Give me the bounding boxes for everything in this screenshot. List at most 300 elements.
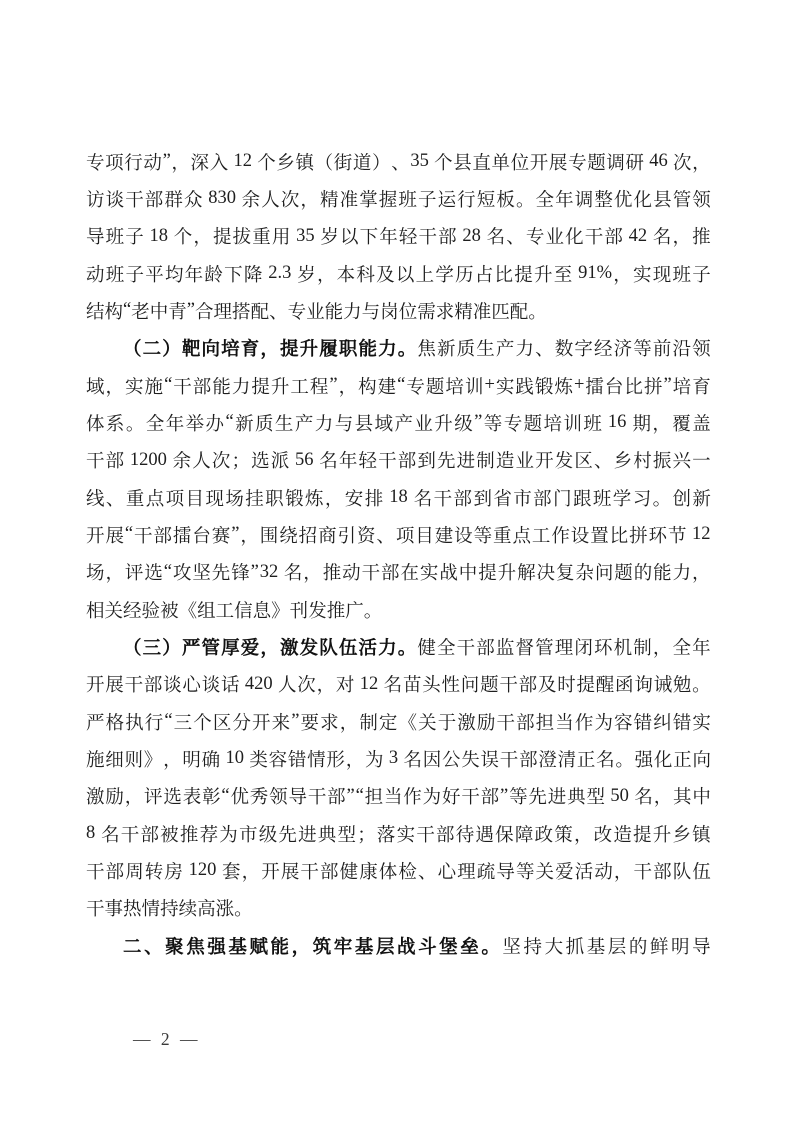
heading-text: ，	[291, 935, 311, 957]
body-text: 求	[435, 302, 455, 323]
body-text: 部	[153, 526, 172, 547]
body-text: 严	[86, 713, 105, 734]
heading-text: 筑	[312, 935, 332, 957]
body-text: 子	[125, 265, 144, 286]
body-text: 热	[123, 900, 142, 921]
body-text: 岗	[380, 302, 399, 323]
body-text: 兴	[672, 452, 691, 473]
body-text: 部	[144, 190, 164, 211]
body-text: 作	[551, 526, 570, 547]
body-text: 造	[495, 452, 515, 473]
body-text: 前	[652, 340, 672, 361]
body-text: 握	[378, 190, 398, 211]
body-text: 拔	[232, 228, 252, 249]
body-text: 下	[224, 265, 243, 286]
body-text: 到	[473, 489, 492, 510]
body-text: 工	[290, 377, 309, 398]
body-text: 构	[104, 302, 124, 323]
body-text: 实	[419, 564, 439, 585]
body-text: 干	[378, 452, 397, 473]
body-text: 误	[480, 750, 500, 771]
body-text: 实	[632, 265, 652, 286]
body-text: ，	[300, 190, 319, 211]
body-text: 锋	[231, 564, 250, 585]
body-text: 乡	[276, 153, 295, 174]
body-text: 部	[140, 825, 159, 846]
body-text: 县	[453, 153, 472, 174]
body-text: 设	[454, 526, 473, 547]
body-text: 项	[395, 526, 415, 547]
body-text: 干	[456, 638, 476, 659]
body-text: 锻	[285, 489, 304, 510]
body-text: 开	[252, 713, 271, 734]
body-text: 部	[143, 676, 163, 697]
body-text: 刊	[289, 601, 309, 622]
body-text: 进	[298, 825, 317, 846]
body-text: 。	[615, 750, 634, 771]
body-text: 点	[512, 526, 531, 547]
body-text: 个	[434, 153, 453, 174]
body-text: 能	[212, 377, 231, 398]
body-text: 检	[398, 862, 417, 883]
body-text: 环	[594, 638, 613, 659]
body-text: 好	[441, 788, 461, 809]
body-text: 生	[476, 340, 495, 361]
body-text: 优	[613, 190, 633, 211]
body-text: 35	[410, 151, 434, 172]
body-text: 掌	[359, 190, 378, 211]
body-text: 业	[515, 452, 534, 473]
body-text: 涨	[215, 900, 235, 921]
body-text: 项	[165, 489, 185, 510]
body-text: 动	[143, 153, 162, 174]
body-text: 重	[493, 526, 512, 547]
body-text: ，	[692, 564, 711, 585]
body-text: 绕	[279, 526, 298, 547]
body-text: 向	[692, 750, 711, 771]
body-text: 训	[563, 414, 582, 435]
body-text: 830	[203, 188, 241, 209]
body-text: ”	[474, 412, 483, 433]
body-text: 重	[125, 489, 145, 510]
body-text: 上	[415, 265, 435, 286]
body-text: 展	[548, 153, 568, 174]
body-text: 广	[345, 601, 364, 622]
body-text: 职	[265, 489, 284, 510]
heading-text: 培	[221, 338, 240, 360]
heading-text: 垒	[460, 935, 479, 957]
body-text: 。	[652, 489, 672, 510]
body-text: 年	[338, 452, 358, 473]
body-text: 实	[692, 713, 711, 734]
heading-text: 二	[142, 338, 162, 360]
body-text: 培	[445, 377, 464, 398]
body-text: 中	[692, 788, 711, 809]
body-text: 42	[623, 225, 652, 246]
body-text: ，	[692, 153, 711, 174]
heading-text: 堡	[439, 935, 458, 957]
body-text: 振	[652, 452, 672, 473]
body-text: 制	[476, 452, 495, 473]
body-text: 干	[173, 377, 192, 398]
body-text: 开	[86, 676, 105, 697]
heading-text: ）	[162, 338, 181, 360]
body-text: 升	[497, 564, 517, 585]
body-text: 三	[173, 713, 193, 734]
body-text: 乡	[672, 825, 691, 846]
body-text: 生	[274, 414, 294, 435]
body-text: 题	[425, 377, 445, 398]
body-text: 以	[395, 265, 415, 286]
body-text: 励	[105, 788, 124, 809]
body-text: 领	[692, 340, 711, 361]
body-text: 理	[457, 862, 476, 883]
body-text: 部	[105, 452, 125, 473]
body-text: 正	[576, 750, 596, 771]
body-text: 省	[493, 489, 512, 510]
body-text: 举	[185, 414, 205, 435]
body-text: 动	[594, 862, 613, 883]
body-text: 为	[422, 788, 442, 809]
body-text: 组	[197, 601, 216, 622]
body-text: 专	[406, 377, 425, 398]
heading-text: 二	[123, 935, 142, 957]
body-text: 32	[259, 561, 283, 582]
body-text: 余	[172, 452, 192, 473]
body-text: 引	[337, 526, 357, 547]
body-text: 先	[278, 825, 297, 846]
body-text: 。	[234, 900, 253, 921]
body-text: 鲜	[649, 937, 669, 958]
body-text: 类	[249, 750, 268, 771]
body-text: 场	[225, 489, 244, 510]
body-text: 专	[525, 228, 545, 249]
body-text: 新	[692, 489, 711, 510]
body-text: 选	[251, 452, 270, 473]
body-text: 行	[457, 190, 476, 211]
body-text: 级	[454, 414, 473, 435]
body-text: ，	[163, 750, 182, 771]
body-text: 监	[495, 638, 515, 659]
body-text: 复	[555, 564, 575, 585]
body-text: 容	[614, 713, 633, 734]
body-text: 情	[141, 900, 161, 921]
heading-text: 基	[354, 935, 374, 957]
body-text: ，	[345, 750, 365, 771]
body-text: 则	[124, 750, 144, 771]
body-text: 政	[534, 825, 554, 846]
body-text: 作	[403, 788, 422, 809]
heading-text: 育	[240, 338, 260, 360]
body-text: 部	[105, 862, 125, 883]
body-text: 错	[633, 713, 653, 734]
body-text: 期	[632, 414, 651, 435]
body-text: 担	[535, 713, 555, 734]
text-line	[86, 255, 711, 292]
body-text: 50	[605, 785, 634, 806]
body-text: “	[225, 412, 234, 433]
body-text: 导	[86, 228, 105, 249]
body-text: 工	[531, 526, 551, 547]
body-text: 12	[228, 151, 257, 172]
body-text: 进	[547, 788, 567, 809]
body-text: 招	[298, 526, 318, 547]
body-text: 为	[364, 750, 384, 771]
body-text: “	[397, 375, 406, 396]
body-text: 市	[513, 489, 532, 510]
body-text: 队	[672, 862, 692, 883]
body-text: 发	[308, 601, 327, 622]
heading-text: 管	[201, 636, 221, 658]
body-text: 老	[131, 302, 150, 323]
body-text: 台	[604, 377, 624, 398]
body-text: 占	[474, 265, 494, 286]
body-text: 等	[473, 526, 493, 547]
body-text: 干	[120, 825, 140, 846]
body-text: 台	[192, 526, 211, 547]
heading-text: 伍	[338, 636, 358, 658]
body-text: 抓	[565, 937, 585, 958]
body-text: 践	[515, 377, 534, 398]
heading-text: （	[123, 636, 142, 658]
body-text: 健	[339, 862, 359, 883]
text-line	[86, 591, 711, 628]
body-text: 名	[283, 564, 303, 585]
body-text: 部	[436, 825, 455, 846]
body-text: 导	[288, 788, 307, 809]
body-text: 入	[209, 153, 229, 174]
body-text: 决	[536, 564, 556, 585]
body-text: 题	[587, 153, 606, 174]
text-line	[86, 218, 711, 255]
body-text: 大	[544, 937, 564, 958]
body-text: 等	[509, 788, 528, 809]
body-text: 全	[145, 414, 165, 435]
heading-text: 严	[181, 636, 201, 658]
body-text: 下	[359, 228, 379, 249]
body-text: 人	[192, 452, 211, 473]
body-text: 格	[105, 713, 125, 734]
heading-text: 焦	[186, 935, 205, 957]
body-text: 的	[633, 564, 653, 585]
text-line	[86, 740, 711, 777]
body-text: 其	[673, 788, 692, 809]
body-text: 、	[593, 452, 613, 473]
body-text: 名	[383, 676, 403, 697]
text-line	[86, 180, 711, 217]
body-text: 专	[568, 153, 587, 174]
body-text: 勉	[672, 676, 692, 697]
body-text: 》	[271, 601, 290, 622]
body-text: 轻	[398, 228, 418, 249]
body-text: 46	[644, 151, 673, 172]
body-text: 目	[415, 526, 434, 547]
body-text: 施	[86, 750, 105, 771]
body-text: 置	[590, 526, 609, 547]
body-text: 澄	[538, 750, 557, 771]
body-text: 心	[182, 676, 201, 697]
heading-text: 提	[280, 338, 299, 360]
body-text: 管	[672, 190, 692, 211]
body-text: 、	[506, 228, 525, 249]
body-text: 选	[144, 564, 163, 585]
body-text: 升	[652, 825, 672, 846]
body-text: 域	[374, 414, 394, 435]
body-text: 《	[178, 601, 198, 622]
body-text: 干	[86, 862, 105, 883]
body-text: +	[484, 375, 495, 396]
body-text: ”	[329, 375, 338, 396]
body-text: ，	[339, 713, 359, 734]
body-text: 训	[464, 377, 484, 398]
body-text: 与	[361, 302, 381, 323]
body-text: 在	[400, 564, 419, 585]
body-text: 坚	[192, 564, 211, 585]
body-text: 升	[534, 265, 553, 286]
body-text: 设	[570, 526, 590, 547]
body-text: 结	[86, 302, 105, 323]
body-text: 推	[322, 564, 342, 585]
body-text: 数	[554, 340, 574, 361]
heading-text: 层	[375, 935, 395, 957]
body-text: 评	[144, 788, 163, 809]
body-text: 精	[454, 302, 473, 323]
body-text: 资	[356, 526, 376, 547]
body-text: 开	[535, 452, 554, 473]
heading-text: 。	[481, 935, 500, 957]
body-text: 字	[574, 340, 593, 361]
body-text: 平	[145, 265, 164, 286]
body-text: 杂	[575, 564, 594, 585]
body-text: 域	[86, 377, 105, 398]
body-text: 层	[607, 937, 627, 958]
body-text: 部	[320, 862, 339, 883]
text-line	[86, 628, 711, 665]
body-text: 信	[234, 601, 253, 622]
body-text: 派	[270, 452, 290, 473]
body-text: 导	[496, 862, 515, 883]
body-text: 正	[673, 750, 692, 771]
body-text: 余	[241, 190, 261, 211]
body-text: 房	[164, 862, 183, 883]
body-text: 本	[336, 265, 356, 286]
body-text: 选	[163, 788, 182, 809]
body-text: 班	[105, 228, 125, 249]
body-text: 战	[439, 564, 458, 585]
body-text: 线	[86, 489, 105, 510]
body-text: 提	[633, 825, 652, 846]
body-text: “	[163, 561, 172, 582]
body-text: 轻	[358, 452, 377, 473]
body-text: ，	[672, 228, 691, 249]
body-text: 县	[653, 190, 672, 211]
text-line	[86, 143, 711, 180]
body-text: ，	[124, 788, 144, 809]
body-text: 为	[219, 825, 238, 846]
body-text: 伍	[692, 862, 711, 883]
body-text: 题	[614, 564, 633, 585]
body-text: 访	[86, 190, 105, 211]
body-text: “	[164, 375, 173, 396]
body-text: 公	[442, 750, 461, 771]
body-text: 部	[653, 862, 672, 883]
body-text: 确	[201, 750, 221, 771]
body-text: ，	[240, 526, 259, 547]
body-text: ，	[338, 377, 358, 398]
body-text: 事	[104, 900, 124, 921]
body-text: 发	[554, 452, 574, 473]
body-text: 因	[422, 750, 442, 771]
body-text: 名	[403, 750, 422, 771]
body-text: 展	[280, 862, 300, 883]
body-text: 的	[628, 937, 648, 958]
body-text: 激	[86, 788, 105, 809]
body-text: 56	[290, 449, 319, 470]
body-text: 比	[609, 526, 629, 547]
body-text: 、	[535, 340, 554, 361]
body-text: 问	[460, 676, 480, 697]
body-text: ”	[231, 524, 240, 545]
body-text: 个	[193, 713, 212, 734]
body-text: 420	[240, 673, 278, 694]
body-text: 健	[417, 638, 436, 659]
body-text: 匹	[491, 302, 510, 323]
body-text: 攻	[172, 564, 192, 585]
body-text: 荐	[199, 825, 219, 846]
body-text: 、	[269, 302, 288, 323]
body-text: 秀	[249, 788, 269, 809]
body-text: 创	[672, 489, 692, 510]
body-text: 谈	[201, 676, 221, 697]
body-text: 。	[363, 601, 383, 622]
body-text: 。	[692, 676, 711, 697]
text-line	[86, 554, 711, 591]
body-text: 均	[164, 265, 184, 286]
document-body	[86, 143, 711, 964]
body-text: 降	[243, 265, 263, 286]
body-text: 干	[418, 228, 437, 249]
body-text: 施	[144, 377, 164, 398]
body-text: 推	[179, 825, 199, 846]
body-text: 推	[692, 228, 711, 249]
body-text: “	[221, 785, 230, 806]
body-text: 子	[692, 265, 711, 286]
body-text: 精	[320, 190, 339, 211]
body-text: 等	[515, 862, 535, 883]
body-text: 典	[567, 788, 586, 809]
body-text: 安	[344, 489, 364, 510]
body-text: 息	[252, 601, 272, 622]
body-text: 动	[342, 564, 361, 585]
body-text: 求	[320, 713, 339, 734]
body-text: 经	[123, 601, 142, 622]
body-text: 情	[307, 750, 326, 771]
body-text: 型	[337, 825, 357, 846]
body-text: 《	[398, 713, 418, 734]
body-text: 实	[495, 377, 515, 398]
body-text: 为	[594, 713, 613, 734]
body-text: 分	[232, 713, 251, 734]
body-text: 次	[280, 190, 300, 211]
body-text: 制	[359, 713, 378, 734]
body-text: 相	[86, 601, 105, 622]
body-text: 进	[456, 452, 476, 473]
body-text: 函	[615, 676, 634, 697]
text-line	[86, 703, 711, 740]
body-text: 习	[632, 489, 652, 510]
body-text: 督	[515, 638, 535, 659]
body-text: 等	[633, 340, 652, 361]
